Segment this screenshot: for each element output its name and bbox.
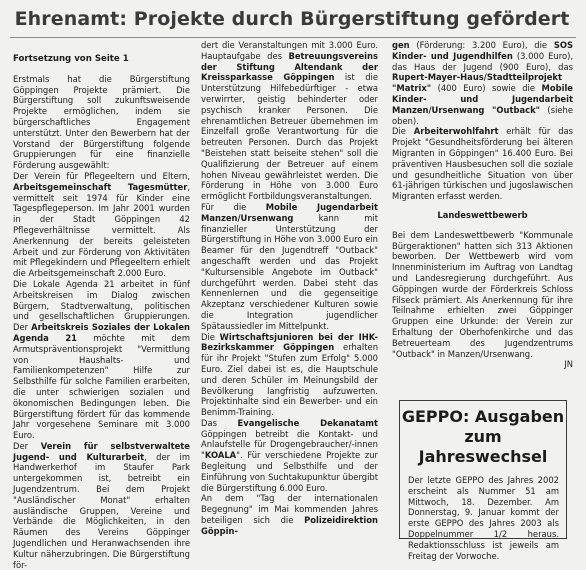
notice-body: Der letzte GEPPO des Jahres 2002 erscheint als Nummer 51 am Mittwoch, 18. Dezember. Am Donnerstag, 9. Januar kommt der erste GEPPO des Jahres 2003 als Doppelnummer 1/2 heraus. Redaktionsschluss ist jeweils am Freitag der Vorwoche. [408,475,559,561]
organization-name: Mobile Jugendarbeit Manzen/Ursenwang [201,201,378,223]
organization-name: Rupert-Mayer-Haus/Stadtteilprojekt "Matrix" [392,72,562,94]
paragraph [13,74,190,171]
paragraph-text: Die Lokale Agenda 21 arbeitet in fünf Arbeitskreisen im Dialog zwischen Bürgern, Stadtverwaltung, politischen und gesellschaftlichen Gruppierungen. Der [13,278,190,333]
paragraph [392,126,573,202]
paragraph-text: kann mit finanzieller Unterstützung der Bürgerstiftung in Höhe von 3.000 Euro ein Beamer für den Jugendtreff "Outback" angeschafft werden und das Projekt "Kultursensible Angebote im Outback" durchgeführt werden. Dabei steht das Kennenlernen und die gegenseitige Akzeptanz verschiedener Kulturen sowie die Integration jugendlicher Spätaussiedler im Mittelpunkt. [201,212,378,331]
organization-name: Betreuungsvereins der Stiftung Altendank der Kreissparkasse Göppingen [201,50,378,83]
paragraph-text: Die [201,331,220,342]
paragraph-text: erhalten für ihr Projekt "Stufen zum Erfolg" 5.000 Euro. Ziel dabei ist es, die Hauptschule und deren Schüler im Meinungsbild der Bevölkerung langfristig aufzuwerten. Projektinhalte sind ein Bewerber- und ein Benimm-Training. [201,342,379,418]
paragraph-text: dert die Veranstaltungen mit 3.000 Euro. Hauptaufgabe des [201,40,378,61]
organization-name: KOALA [204,450,237,461]
organization-name: Polizeidirektion Göppin- [201,515,378,536]
paragraph-text: , der im Handwerkerhof im Staufer Park untergekommen ist, betreibt ein Jugendzentrum. Bei dem Projekt "Ausländischer Monat" erhalten ausländische Gruppen, Vereine und Verbände die Möglichkeiten, in den Räumen des Vereins Göppinger Jugendlichen und Heranwachsenden ihre Kultur näherzubringen. Die Bürgerstiftung för- [13,451,190,570]
paragraph [201,332,378,418]
author-signature: JN [564,359,573,370]
paragraph-text: , vermittelt seit 1974 für Kinder eine Tagespflegeperson. Im Jahr 2001 wurden in der Stadt Göppingen 42 Pflegeverhältnisse vermittelt. Als Anerkennung der bereits geleisteten Arbeit und zur Förderung von Aktivitäten mit Pflegekindern und Pflegeeltern erhielt die Arbeitsgemeinschaft 2.000 Euro. [13,181,190,279]
article-column-3 [392,40,573,368]
article-column-2 [201,40,378,546]
paragraph [13,171,190,279]
paragraph-text: (siehe oben). [392,104,574,126]
paragraph-text: Erstmals hat die Bürgerstiftung Göppingen Projekte prämiert. Die Bürgerstiftung soll zukunftsweisende Projekte ermöglichen, indem sie bürgerschaftliches Engagement unterstützt. Unter den Bewerbern hat der Vorstand der Bürgerstiftung folgende Gruppierungen für eine finanzielle Förderung ausgewählt: [13,73,190,171]
paragraph-text: Der Verein für Pflegeeltern und Eltern, [13,170,190,181]
paragraph-text: Bei dem Landeswettbewerb "Kommunale Bürgeraktionen" hatten sich 313 Aktionen beworben. Der Wettbewerb wird vom Innenministerium im Auftrag von Landtag und Landesregierung durchgeführt. Aus Göppingen wurde der Förderkreis Schloss Filseck prämiert. Als Anerkennung für ihre Teilnahme erhielten zwei Göppinger Gruppen eine Urkunde: der Verein zur Erhaltung der Oberhofenkirche und das Betreuerteam des Jugendzentrums "Outback" in Manzen/Ursenwang. [392,229,573,359]
section-subheading: Landeswettbewerb [437,209,528,220]
notice-box [399,400,567,561]
paragraph-text: (3.000 Euro), das Haus der Jugend (900 Euro), das [392,50,574,72]
paragraph [201,493,378,536]
organization-name: Arbeitsgemeinschaft Tagesmütter [13,181,188,192]
paragraph [201,418,378,494]
paragraph-text: erhält für das Projekt "Gesundheitsförderung bei älteren Migranten in Göppingen" 16.400 Euro. Bei präventiven Hausbesuchen soll die soziale und gesundheitliche Situation von über 61-jährigen türkischen und jugoslawischen Migranten erfasst werden. [392,126,574,202]
paragraph [13,279,190,441]
paragraph-text: Der [13,440,41,451]
paragraph [13,441,190,570]
article-column-1 [13,54,190,570]
organization-name: Mobile Kinder- und Jugendarbeit Manzen/Ursenwang "Outback" [392,83,573,115]
notice-title-line-1: GEPPO: Ausgaben [401,407,565,426]
paragraph-text: Das [201,417,238,428]
paragraph-text: (Förderung: 3.200 Euro), die [409,40,554,50]
organization-name: Arbeitskreis Soziales der Lokalen Agenda 21 [13,322,190,343]
paragraph [392,40,573,126]
paragraph-text: An dem "Tag der internationalen Begegnung" im Mai kommenden Jahres beteiligen sich die [201,493,378,526]
paragraph [201,202,378,332]
paragraph-text: ". Für verschiedene Projekte zur Begleitung und Selbsthilfe und der Einführung von Suchtakupunktur übergibt die Bürgerstiftung 6.000 Euro. [201,450,378,493]
organization-name: SOS Kinder- und Jugendhilfen [392,40,573,61]
paragraph-text: ist die Unterstützung Hilfebedürftiger - etwa verwirrter, geistig behinderter oder psychisch kranker Personen. Die ehrenamtlichen Betreuer übernehmen im Einzelfall große Verantwortung für die betreuten Personen. Durch das Projekt "Beistehen statt beiseite stehen" soll die Qualifizierung der Betreuer auf einem hohen Niveau gewährleistet werden. Die Förderung in Höhe von 3.000 Euro ermöglicht Fortbildungsveranstaltungen. [201,72,378,202]
article-headline: Ehrenamt: Projekte durch Bürgerstiftung gefördert [14,8,570,30]
organization-name: Wirtschaftsjunioren bei der IHK-Bezirkskammer Göppingen [201,331,378,353]
continuation-note: Fortsetzung von Seite 1 [13,54,129,64]
notice-title-line-2: zum Jahreswechsel [418,427,548,466]
paragraph-text: möchte mit dem Armutspräventionsprojekt "Vermittlung von Haushalts- und Familienkompetenzen" Hilfe zur Selbsthilfe für solche Familien erarbeiten, die unter schwierigen sozialen und ökonomischen Bedingungen leben. Die Bürgerstiftung fördert für das kommende Jahr vorgesehene Seminare mit 3.000 Euro. [13,332,190,441]
paragraph-text: Für die [201,201,266,212]
notice-title [400,407,566,467]
organization-name: Evangelische Dekanatamt [237,417,378,428]
paragraph-text: Die [392,126,414,137]
paragraph [392,230,573,360]
organization-name: Arbeiterwohlfahrt [413,126,499,137]
paragraph [201,40,378,202]
paragraph-text: (400 Euro) sowie die [431,83,542,94]
headline-divider [10,37,576,38]
organization-name: Verein für selbstverwaltete Jugend- und Kulturarbeit [13,440,190,462]
paragraph-text: Göppingen betreibt die Kontakt- und Anlaufstelle für Drogengebraucher/-innen " [201,428,378,461]
organization-name: gen [392,40,410,50]
